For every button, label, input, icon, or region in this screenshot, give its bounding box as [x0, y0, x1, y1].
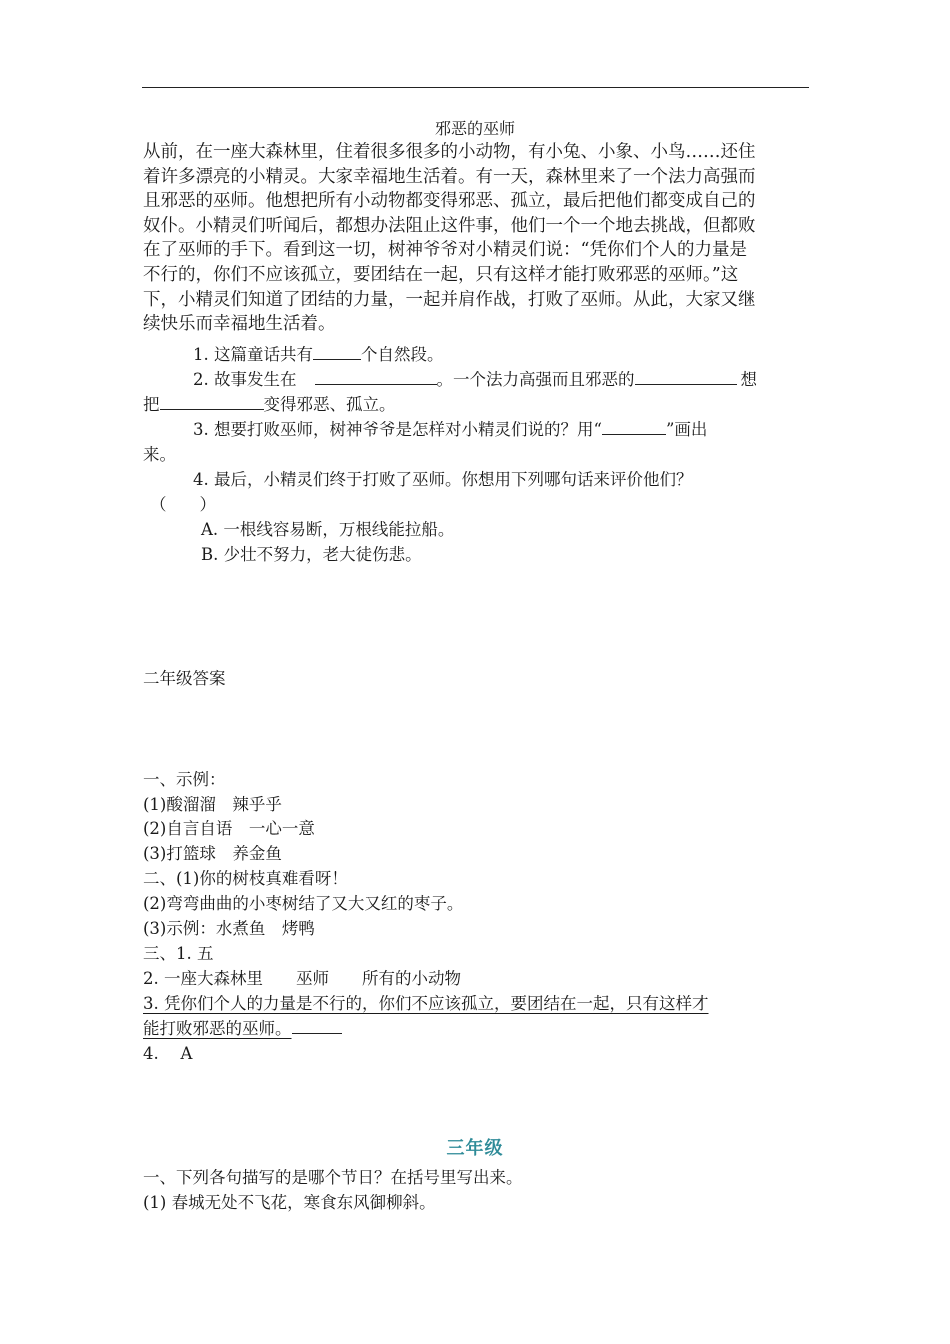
answer-blank[interactable]: [313, 343, 361, 360]
header-rule: [142, 87, 809, 88]
question-3: 3. 想要打败巫师，树神爷爷是怎样对小精灵们说的？用“ ”画出: [193, 420, 708, 439]
answer-line: (2)弯弯曲曲的小枣树结了又大又红的枣子。: [143, 894, 464, 913]
question-2-line-2: 把 变得邪恶、孤立。: [143, 395, 396, 414]
answer-line: (3)示例：水煮鱼 烤鸭: [143, 919, 315, 938]
story-line: 着许多漂亮的小精灵。大家幸福地生活着。有一天，森林里来了一个法力高强而: [143, 166, 756, 187]
grade3-line: 一、下列各句描写的是哪个节日？在括号里写出来。: [143, 1168, 523, 1187]
answer-line: (1)酸溜溜 辣乎乎: [143, 795, 282, 814]
answer-line: 二、(1)你的树枝真难看呀！: [143, 869, 348, 888]
answer-blank[interactable]: [160, 393, 264, 410]
question-2: 2. 故事发生在 。一个法力高强而且邪恶的 想: [193, 370, 757, 389]
underline-tail: [292, 1017, 342, 1034]
story-paragraph: [143, 140, 810, 337]
answer-blank[interactable]: [602, 418, 666, 435]
story-line: 续快乐而幸福地生活着。: [143, 314, 336, 335]
grade3-heading: 三年级: [446, 1138, 504, 1159]
answer-line: (2)自言自语 一心一意: [143, 819, 315, 838]
question-1: 1. 这篇童话共有 个自然段。: [193, 345, 444, 364]
story-line: 且邪恶的巫师。他想把所有小动物都变得邪恶、孤立，最后把他们都变成自己的: [143, 191, 756, 212]
answer-3-line-2: 能打败邪恶的巫师。: [143, 1015, 342, 1039]
story-line: 在了巫师的手下。看到这一切，树神爷爷对小精灵们说：“凭你们个人的力量是: [143, 240, 747, 261]
grade3-line: (1) 春城无处不飞花，寒食东风御柳斜。: [143, 1193, 436, 1212]
answer-line: 三、1. 五: [143, 944, 214, 963]
answer-line: 一、示例：: [143, 770, 226, 789]
option-a: A. 一根线容易断，万根线能拉船。: [201, 520, 455, 539]
story-line: 不行的，你们不应该孤立，要团结在一起，只有这样才能打败邪恶的巫师。”这: [143, 264, 739, 285]
question-4: 4. 最后，小精灵们终于打败了巫师。你想用下列哪句话来评价他们？: [193, 470, 693, 489]
answer-paren[interactable]: （ ）: [150, 495, 216, 514]
answer-line: (3)打篮球 养金鱼: [143, 844, 282, 863]
story-line: 从前，在一座大森林里，住着很多很多的小动物，有小兔、小象、小鸟……还住: [143, 142, 756, 162]
story-title: 邪恶的巫师: [434, 119, 515, 138]
answer-3-line-1: 3. 凭你们个人的力量是不行的，你们不应该孤立，要团结在一起，只有这样才: [143, 994, 709, 1013]
answer-4: 4. A: [143, 1044, 193, 1063]
answer-line: 2. 一座大森林里 巫师 所有的小动物: [143, 969, 461, 988]
story-line: 下，小精灵们知道了团结的力量，一起并肩作战，打败了巫师。从此，大家又继: [143, 289, 756, 310]
answer-blank[interactable]: [315, 368, 437, 385]
question-3-line-2: 来。: [143, 445, 176, 464]
answer-blank[interactable]: [635, 368, 737, 385]
option-b: B. 少壮不努力，老大徒伤悲。: [201, 545, 422, 564]
story-line: 奴仆。小精灵们听闻后，都想办法阻止这件事，他们一个一个地去挑战，但都败: [143, 215, 756, 236]
answers-heading: 二年级答案: [143, 669, 226, 688]
